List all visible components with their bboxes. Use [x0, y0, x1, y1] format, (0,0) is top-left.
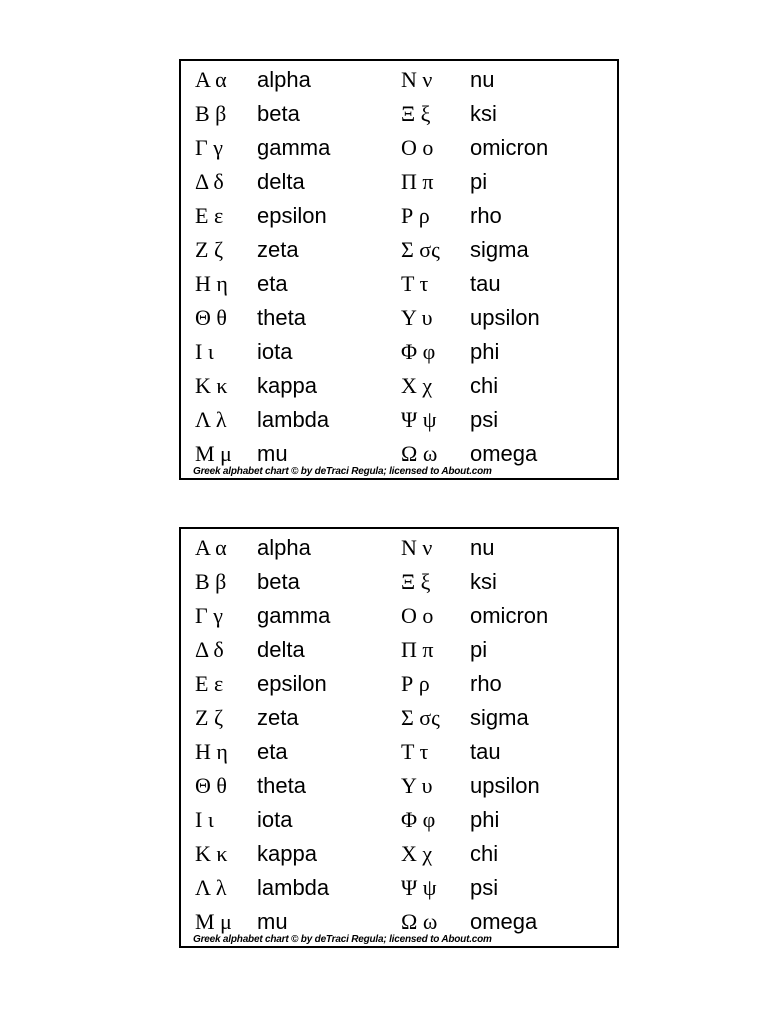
letter-name: theta: [257, 305, 306, 330]
letter-symbols: Τ τ: [401, 271, 429, 296]
alphabet-row: [181, 267, 617, 301]
alphabet-row: [181, 837, 617, 871]
letter-name: omicron: [470, 603, 549, 628]
letter-name: beta: [257, 101, 300, 126]
letter-symbols: Φ φ: [401, 339, 436, 364]
alphabet-row: [181, 199, 617, 233]
letter-name: delta: [257, 637, 305, 662]
letter-symbols: Ξ ξ: [401, 569, 431, 594]
letter-name: gamma: [257, 135, 331, 160]
letter-name: iota: [257, 807, 293, 832]
letter-symbols: Ν ν: [401, 535, 433, 560]
letter-symbols: Η η: [195, 739, 228, 764]
letter-name: omicron: [470, 135, 549, 160]
letter-symbols: Ρ ρ: [401, 671, 430, 696]
letter-symbols: Α α: [195, 67, 227, 92]
greek-alphabet-card-2: [179, 527, 619, 948]
letter-name: pi: [470, 169, 488, 194]
letter-name: upsilon: [470, 305, 540, 330]
letter-symbols: Σ σς: [401, 705, 440, 730]
letter-symbols: Π π: [401, 169, 434, 194]
letter-name: alpha: [257, 67, 311, 92]
letter-symbols: Ζ ζ: [195, 705, 224, 730]
letter-symbols: Φ φ: [401, 807, 436, 832]
copyright-credit: Greek alphabet chart © by deTraci Regula; licensed to About.com: [193, 934, 492, 945]
letter-symbols: Β β: [195, 101, 227, 126]
alphabet-row: [181, 871, 617, 905]
letter-symbols: Ζ ζ: [195, 237, 224, 262]
letter-symbols: Θ θ: [195, 773, 227, 798]
letter-name: epsilon: [257, 671, 327, 696]
letter-symbols: Δ δ: [195, 169, 224, 194]
letter-symbols: Ι ι: [195, 339, 214, 364]
letter-name: phi: [470, 807, 500, 832]
letter-symbols: Λ λ: [195, 875, 227, 900]
letter-name: kappa: [257, 841, 317, 866]
letter-name: pi: [470, 637, 488, 662]
letter-symbols: Ε ε: [195, 203, 224, 228]
letter-name: lambda: [257, 875, 330, 900]
letter-name: epsilon: [257, 203, 327, 228]
letter-name: tau: [470, 739, 501, 764]
alphabet-row: [181, 131, 617, 165]
letter-name: tau: [470, 271, 501, 296]
letter-symbols: Ο ο: [401, 135, 434, 160]
alphabet-row: [181, 335, 617, 369]
letter-symbols: Ψ ψ: [401, 407, 437, 432]
alphabet-row: [181, 599, 617, 633]
letter-symbols: Ε ε: [195, 671, 224, 696]
letter-name: psi: [470, 875, 499, 900]
letter-name: alpha: [257, 535, 311, 560]
alphabet-row: [181, 369, 617, 403]
alphabet-row: [181, 769, 617, 803]
letter-name: rho: [470, 203, 502, 228]
letter-name: omega: [470, 909, 538, 934]
letter-name: sigma: [470, 705, 529, 730]
alphabet-row: [181, 531, 617, 565]
alphabet-row: [181, 97, 617, 131]
letter-symbols: Ν ν: [401, 67, 433, 92]
letter-name: sigma: [470, 237, 529, 262]
letter-name: gamma: [257, 603, 331, 628]
letter-symbols: Θ θ: [195, 305, 227, 330]
copyright-credit: Greek alphabet chart © by deTraci Regula; licensed to About.com: [193, 466, 492, 477]
letter-symbols: Δ δ: [195, 637, 224, 662]
alphabet-row: [181, 403, 617, 437]
letter-symbols: Χ χ: [401, 841, 433, 866]
letter-symbols: Μ μ: [195, 909, 232, 934]
letter-name: rho: [470, 671, 502, 696]
letter-name: nu: [470, 535, 495, 560]
letter-name: eta: [257, 739, 288, 764]
letter-symbols: Ξ ξ: [401, 101, 431, 126]
letter-name: kappa: [257, 373, 317, 398]
letter-name: zeta: [257, 705, 299, 730]
letter-symbols: Σ σς: [401, 237, 440, 262]
letter-symbols: Λ λ: [195, 407, 227, 432]
letter-name: phi: [470, 339, 500, 364]
letter-symbols: Η η: [195, 271, 228, 296]
greek-alphabet-card-1: [179, 59, 619, 480]
letter-symbols: Κ κ: [195, 841, 228, 866]
letter-symbols: Κ κ: [195, 373, 228, 398]
letter-name: ksi: [470, 101, 497, 126]
letter-symbols: Τ τ: [401, 739, 429, 764]
letter-name: delta: [257, 169, 305, 194]
letter-symbols: Χ χ: [401, 373, 433, 398]
letter-symbols: Γ γ: [195, 135, 223, 160]
letter-name: nu: [470, 67, 495, 92]
letter-symbols: Γ γ: [195, 603, 223, 628]
letter-name: omega: [470, 441, 538, 466]
letter-name: lambda: [257, 407, 330, 432]
letter-name: zeta: [257, 237, 299, 262]
alphabet-row: [181, 301, 617, 335]
alphabet-row: [181, 63, 617, 97]
letter-symbols: Υ υ: [401, 773, 433, 798]
letter-symbols: Ο ο: [401, 603, 434, 628]
letter-name: theta: [257, 773, 306, 798]
alphabet-row: [181, 565, 617, 599]
letter-name: eta: [257, 271, 288, 296]
alphabet-row: [181, 165, 617, 199]
alphabet-row: [181, 701, 617, 735]
letter-name: iota: [257, 339, 293, 364]
letter-symbols: Ρ ρ: [401, 203, 430, 228]
letter-name: psi: [470, 407, 499, 432]
alphabet-row: [181, 803, 617, 837]
letter-symbols: Β β: [195, 569, 227, 594]
letter-symbols: Υ υ: [401, 305, 433, 330]
alphabet-row: [181, 233, 617, 267]
letter-name: chi: [470, 373, 499, 398]
alphabet-row: [181, 735, 617, 769]
letter-name: beta: [257, 569, 300, 594]
letter-symbols: Ω ω: [401, 909, 438, 934]
letter-name: chi: [470, 841, 499, 866]
letter-symbols: Ψ ψ: [401, 875, 437, 900]
letter-name: mu: [257, 441, 288, 466]
letter-symbols: Ι ι: [195, 807, 214, 832]
letter-symbols: Π π: [401, 637, 434, 662]
alphabet-row: [181, 633, 617, 667]
alphabet-row: [181, 667, 617, 701]
letter-symbols: Α α: [195, 535, 227, 560]
letter-name: ksi: [470, 569, 497, 594]
letter-symbols: Μ μ: [195, 441, 232, 466]
letter-symbols: Ω ω: [401, 441, 438, 466]
letter-name: mu: [257, 909, 288, 934]
letter-name: upsilon: [470, 773, 540, 798]
